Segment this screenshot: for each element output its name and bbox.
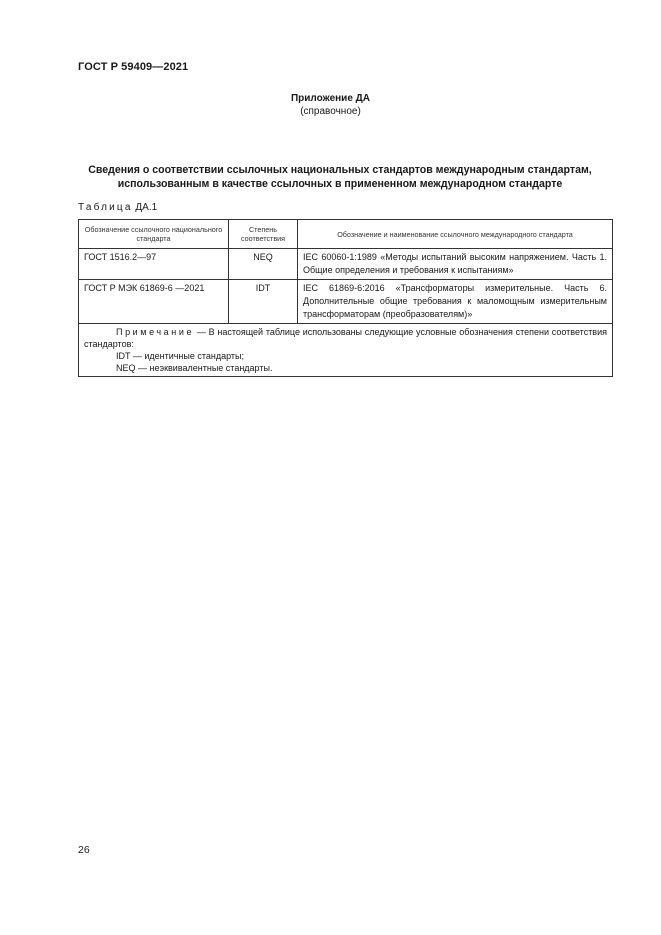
annex-title: Приложение ДА [290, 93, 371, 104]
standards-correspondence-table [78, 219, 613, 377]
table-note [79, 324, 613, 377]
note-item-idt: IDT — идентичные стандарты; [116, 351, 245, 361]
note-text: — В настоящей таблице использованы следующие условные обозначения степени соответствия стандартов: [84, 327, 607, 349]
table-row [79, 249, 613, 280]
section-heading [70, 163, 610, 191]
table-note-row [79, 324, 613, 377]
note-item-neq: NEQ — неэквивалентные стандарты. [116, 363, 273, 373]
header-degree-of-correspondence: Степень соответствия [229, 220, 298, 249]
annex-header [0, 92, 661, 118]
note-label: Примечание [116, 327, 195, 337]
cell-national-standard: ГОСТ 1516.2—97 [79, 249, 229, 280]
cell-national-standard: ГОСТ Р МЭК 61869-6 —2021 [79, 280, 229, 324]
cell-international-standard: IEC 61869-6:2016 «Трансформаторы измерительные. Часть 6. Дополнительные общие требования к маломощным измерительным трансформаторам (преобразователям)» [298, 280, 613, 324]
table-caption-label: Таблица [78, 202, 133, 213]
cell-degree: IDT [229, 280, 298, 324]
table-caption [78, 202, 157, 213]
page-number: 26 [78, 844, 90, 856]
cell-degree: NEQ [229, 249, 298, 280]
note-intro [84, 326, 607, 350]
table-caption-number: ДА.1 [135, 202, 158, 213]
header-national-standard: Обозначение ссылочного национального стандарта [79, 220, 229, 249]
table-row [79, 280, 613, 324]
table-header-row [79, 220, 613, 249]
header-international-standard: Обозначение и наименование ссылочного международного стандарта [298, 220, 613, 249]
document-code: ГОСТ Р 59409—2021 [78, 61, 189, 73]
annex-subtitle: (справочное) [300, 106, 361, 117]
section-heading-line-2: использованным в качестве ссылочных в примененном международном стандарте [117, 178, 563, 190]
section-heading-line-1: Сведения о соответствии ссылочных национальных стандартов международным стандартам, [88, 164, 592, 176]
cell-international-standard: IEC 60060-1:1989 «Методы испытаний высоким напряжением. Часть 1. Общие определения и требования к испытаниям» [298, 249, 613, 280]
